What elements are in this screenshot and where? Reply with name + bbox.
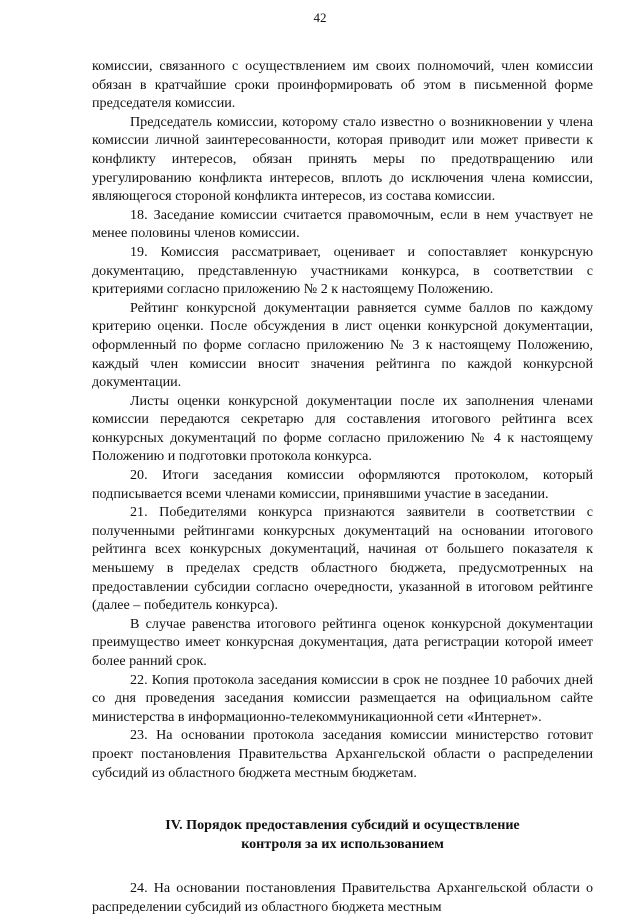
paragraph-p-24: 24. На основании постановления Правительства Архангельской области о распределении субсидий из областного бюджета местным xyxy=(92,880,593,915)
paragraph-p-18: 18. Заседание комиссии считается правомочным, если в нем участвует не менее половины членов комиссии. xyxy=(92,206,593,242)
paragraph-p-19c: Листы оценки конкурсной документации после их заполнения членами комиссии передаются секретарю для составления итогового рейтинга всех конкурсных документаций по форме согласно приложению № 4 к настоящему Положению и подготовки протокола конкурса. xyxy=(92,392,593,465)
section-heading-line-1: IV. Порядок предоставления субсидий и осуществление xyxy=(165,817,520,834)
paragraph-p-23: 23. На основании протокола заседания комиссии министерство готовит проект постановления Правительства Архангельской области о распределении субсидий из областного бюджета местным бюджетам. xyxy=(92,727,593,781)
paragraph-p-22: 22. Копия протокола заседания комиссии в срок не позднее 10 рабочих дней со дня проведения заседания комиссии размещается на официальном сайте министерства в информационно-телекоммуникационной сети «Интернет». xyxy=(92,671,593,725)
paragraph-cont-17: комиссии, связанного с осуществлением им своих полномочий, член комиссии обязан в кратчайшие сроки проинформировать об этом в письменной форме председателя комиссии. xyxy=(92,58,593,112)
paragraphs-bottom xyxy=(92,879,593,916)
section-heading-line-2: контроля за их использованием xyxy=(241,835,444,852)
page-content xyxy=(92,57,593,917)
section-heading xyxy=(92,816,593,853)
paragraph-p-20: 20. Итоги заседания комиссии оформляются протоколом, который подписывается всеми членами комиссии, принявшими участие в заседании. xyxy=(92,467,593,502)
paragraph-p-17b: Председатель комиссии, которому стало известно о возникновении у члена комиссии личной заинтересованности, которая приводит или может привести к конфликту интересов, обязан принять меры по предотвращению или урегулированию конфликта интересов, вплоть до исключения члена комиссии, являющегося стороной конфликта интересов, из состава комиссии. xyxy=(92,113,593,205)
paragraph-p-19: 19. Комиссия рассматривает, оценивает и сопоставляет конкурсную документацию, представленную участниками конкурса, в соответствии с критериями согласно приложению № 2 к настоящему Положению. xyxy=(92,243,593,298)
page-number: 42 xyxy=(313,10,327,25)
paragraph-p-19b: Рейтинг конкурсной документации равняется сумме баллов по каждому критерию оценки. После обсуждения в лист оценки конкурсной документации, оформленный по форме согласно приложению № 3 к настоящему Положению, каждый член комиссии вносит значения рейтинга по каждой конкурсной документации. xyxy=(92,299,593,391)
paragraph-p-21b: В случае равенства итогового рейтинга оценок конкурсной документации преимущество имеет конкурсная документация, дата регистрации которой имеет более ранний срок. xyxy=(92,615,593,669)
paragraphs-top xyxy=(92,57,593,782)
paragraph-p-21: 21. Победителями конкурса признаются заявители в соответствии с полученными рейтингами конкурсных документаций на основании итогового рейтинга всех конкурсных документаций, начиная от большего показателя к меньшему в пределах средств областного бюджета, предусмотренных на предоставлении субсидии согласно очередности, указанной в итоговом рейтинге (далее – победитель конкурса). xyxy=(92,504,593,614)
